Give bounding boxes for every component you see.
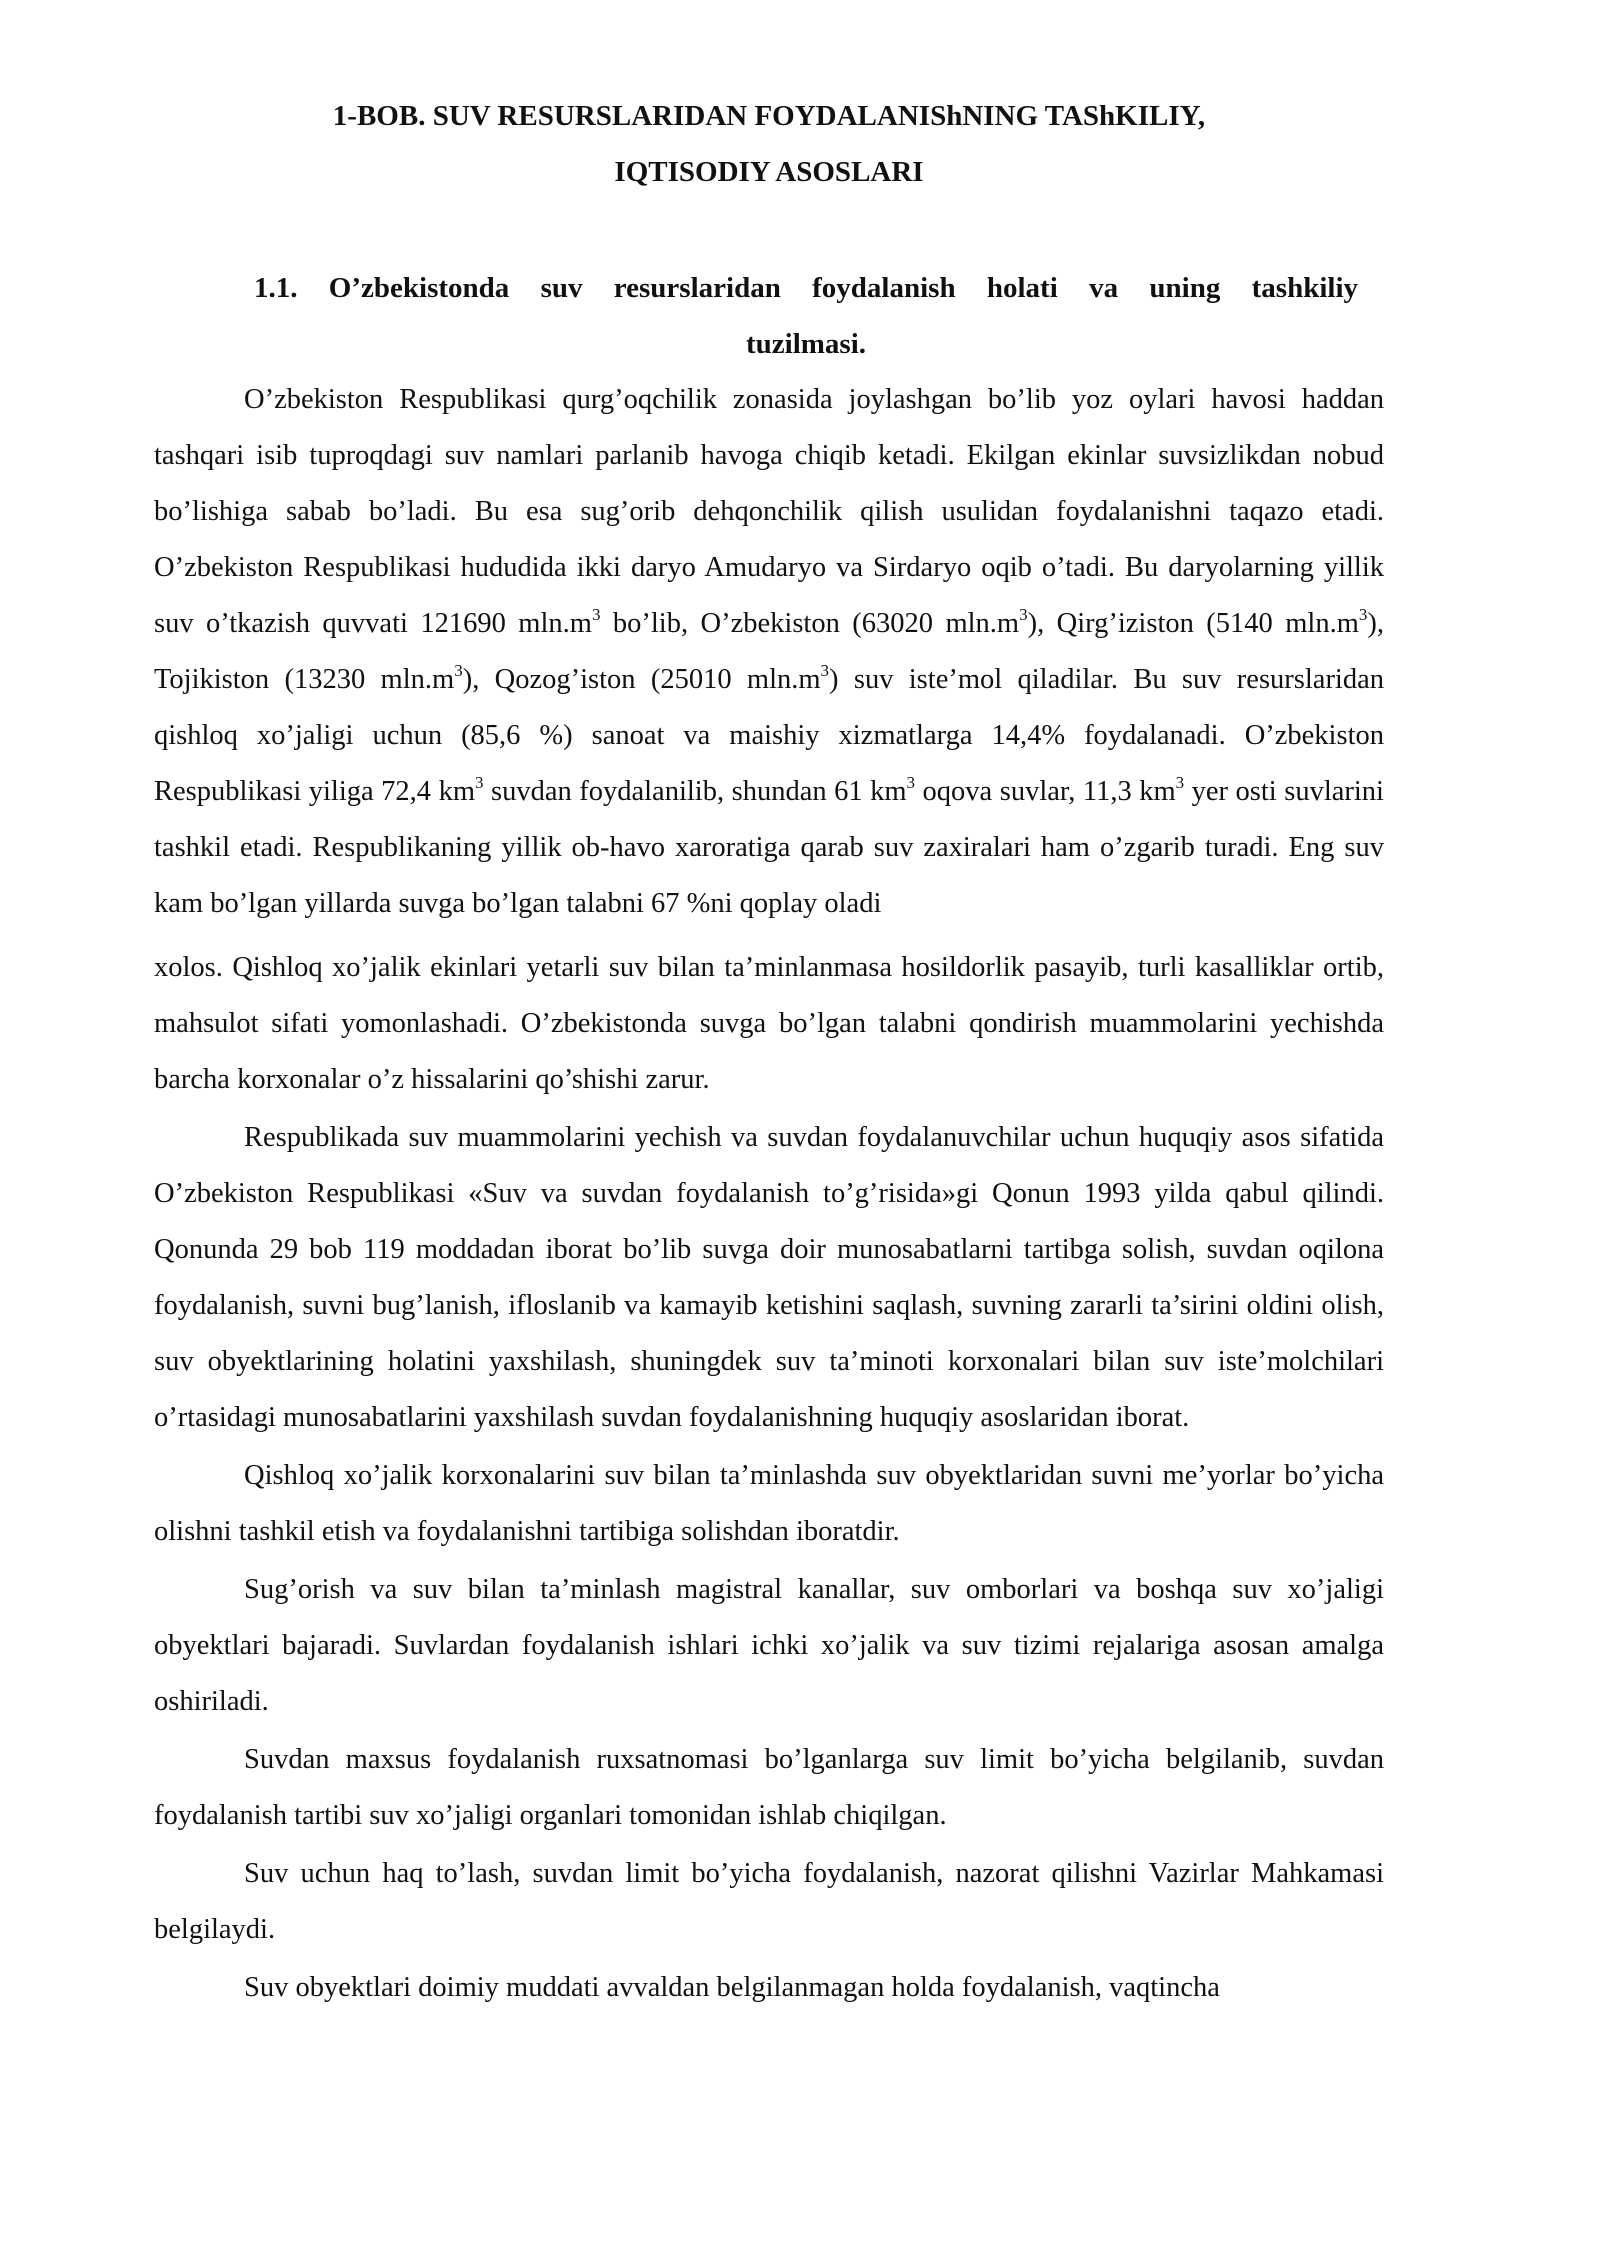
section-title — [154, 260, 1384, 372]
paragraph-7: Suv uchun haq to’lash, suvdan limit bo’yicha foydalanish, nazorat qilishni Vazirlar Mahkamasi belgilaydi. — [154, 1858, 1384, 1945]
paragraph-1-text-8: oqova suvlar, 11,3 km — [915, 776, 1176, 807]
paragraph-1-text-6: ) suv iste’mol qiladilar. Bu suv resurslaridan qishloq xo’jaligi uchun (85,6 %) sanoat va maishiy xizmatlarga 14,4% foydalanadi. O’zbekiston Respublikasi yiliga 72,4 km — [154, 664, 1384, 807]
paragraph-3: Respublikada suv muammolarini yechish va suvdan foydalanuvchilar uchun huquqiy asos sifatida O’zbekiston Respublikasi «Suv va suvdan foydalanish to’g’risida»gi Qonun 1993 yilda qabul qilindi. Qonunda 29 bob 119 moddadan iborat bo’lib suvga doir munosabatlarni tartibga solish, suvdan oqilona foydalanish, suvni bug’lanish, ifloslanib va kamayib ketishini saqlash, suvning zararli ta’sirini oldini olish, suv obyektlarining holatini yaxshilash, shuningdek suv ta’minoti korxonalari bilan suv iste’molchilari o’rtasidagi munosabatlarini yaxshilash suvdan foydalanishning huquqiy asoslaridan iborat. — [154, 1122, 1384, 1433]
section-title-line-2: tuzilmasi. — [745, 328, 867, 360]
paragraph-6: Suvdan maxsus foydalanish ruxsatnomasi bo’lganlarga suv limit bo’yicha belgilanib, suvdan foydalanish tartibi suv xo’jaligi organlari tomonidan ishlab chiqilgan. — [154, 1744, 1384, 1831]
paragraph-2: xolos. Qishloq xo’jalik ekinlari yetarli suv bilan ta’minlanmasa hosildorlik pasayib, turli kasalliklar ortib, mahsulot sifati yomonlashadi. O’zbekistonda suvga bo’lgan talabni qondirish muammolarini yechishda barcha korxonalar o’z hissalarini qo’shishi zarur. — [154, 952, 1384, 1095]
paragraph-4: Qishloq xo’jalik korxonalarini suv bilan ta’minlashda suv obyektlaridan suvni me’yorlar bo’yicha olishni tashkil etish va foydalanishni tartibiga solishdan iboratdir. — [154, 1460, 1384, 1547]
superscript: 3 — [454, 661, 463, 680]
superscript: 3 — [591, 605, 601, 624]
paragraph-1-text-1: O’zbekiston Respublikasi qurg’oqchilik zonasida joylashgan bo’lib yoz oylari havosi haddan tashqari isib tuproqdagi suv namlari parlanib havoga chiqib ketadi. Ekilgan ekinlar suvsizlikdan nobud bo’lishiga sabab bo’ladi. Bu esa sug’orib dehqonchilik qilish usulidan foydalanishni taqazo etadi. O’zbekiston Respublikasi hududida ikki daryo Amudaryo va Sirdaryo oqib o’tadi. Bu daryolarning yillik suv o’tkazish quvvati 121690 mln.m — [154, 384, 1384, 639]
superscript: 3 — [1175, 773, 1185, 792]
superscript: 3 — [906, 773, 916, 792]
section-title-line-1: 1.1. O’zbekistonda suv resurslaridan foydalanish holati va uning tashkiliy — [254, 272, 1358, 304]
paragraph-1 — [154, 372, 1384, 932]
paragraph-1-text-2: bo’lib, O’zbekiston (63020 mln.m — [600, 608, 1020, 639]
chapter-title — [154, 88, 1384, 200]
superscript: 3 — [820, 661, 830, 680]
paragraph-1-text-4: ), Tojikiston (13230 mln.m — [154, 608, 1384, 695]
paragraph-1-text-3: ), Qirg’iziston (5140 mln.m — [1027, 608, 1359, 639]
paragraph-1-text-7: suvdan foydalanilib, shundan 61 km — [483, 776, 907, 807]
paragraph-1-text-5: ), Qozog’iston (25010 mln.m — [462, 664, 821, 695]
paragraph-5: Sug’orish va suv bilan ta’minlash magistral kanallar, suv omborlari va boshqa suv xo’jaligi obyektlari bajaradi. Suvlardan foydalanish ishlari ichki xo’jalik va suv tizimi rejalariga asosan amalga oshiriladi. — [154, 1574, 1384, 1717]
chapter-title-line-1: 1-BOB. SUV RESURSLARIDAN FOYDALANIShNING TAShKILIY, — [332, 100, 1206, 132]
paragraph-1-text-9: yer osti suvlarini tashkil etadi. Respublikaning yillik ob-havo xaroratiga qarab suv zaxiralari ham o’zgarib turadi. Eng suv kam bo’lgan yillarda suvga bo’lgan talabni 67 %ni qoplay oladi — [154, 776, 1384, 919]
document-page — [154, 88, 1384, 2016]
paragraph-8: Suv obyektlari doimiy muddati avvaldan belgilanmagan holda foydalanish, vaqtincha — [244, 1972, 1220, 2003]
superscript: 3 — [474, 773, 484, 792]
superscript: 3 — [1358, 605, 1368, 624]
chapter-title-line-2: IQTISODIY ASOSLARI — [614, 156, 924, 188]
superscript: 3 — [1019, 605, 1028, 624]
